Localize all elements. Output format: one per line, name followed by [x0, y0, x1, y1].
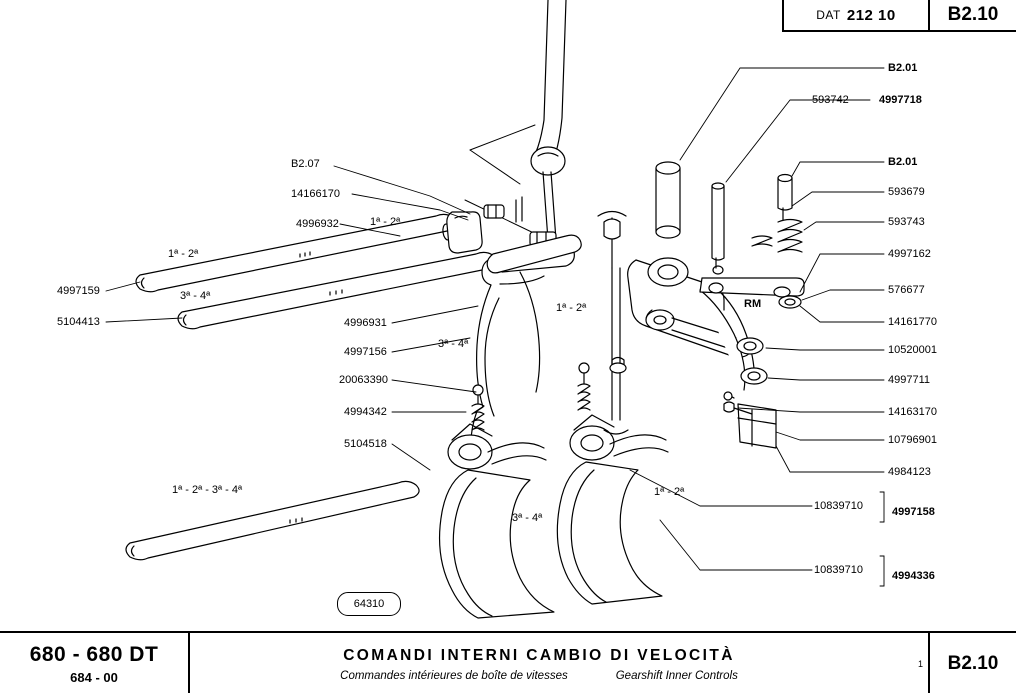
spring-593743: [778, 220, 802, 253]
spring-20063390: [578, 363, 590, 410]
gear-mark-5: 3ª - 4ª: [438, 338, 469, 350]
label-14163170: 14163170: [888, 406, 937, 418]
leader-lines-left: [106, 166, 478, 470]
footer: [0, 631, 1016, 693]
label-4996931: 4996931: [344, 317, 387, 329]
label-4997711: 4997711: [888, 374, 931, 386]
label-593742: 593742: [812, 94, 849, 106]
dat-key-label: DAT: [816, 8, 841, 22]
gear-mark-8: 1ª - 2ª: [654, 486, 685, 498]
header-box: [782, 0, 1016, 32]
gear-mark-3: 3ª - 4ª: [180, 290, 211, 302]
fork-hub-right: [570, 415, 614, 460]
label-b2-01-mid: B2.01: [888, 156, 918, 168]
gear-mark-1: 1ª - 2ª: [370, 216, 401, 228]
label-4996932: 4996932: [296, 218, 339, 230]
label-14166170: 14166170: [291, 188, 340, 200]
dat-number: 212 10: [846, 6, 896, 24]
footer-title-it: COMANDI INTERNI CAMBIO DI VELOCITÀ: [343, 646, 735, 664]
selector-housing: [628, 258, 804, 448]
label-593679: 593679: [888, 186, 925, 198]
header-section-code: B2.10: [947, 4, 999, 25]
footer-section-code: B2.10: [947, 653, 999, 674]
label-4997156: 4997156: [344, 346, 387, 358]
rm-marking: RM: [744, 298, 762, 310]
label-20063390: 20063390: [339, 374, 388, 386]
gear-lever: [531, 0, 566, 240]
footer-model-line2: 684 - 00: [70, 670, 118, 685]
selector-shaft: [598, 212, 628, 435]
gear-mark-4: 1ª - 2ª: [556, 302, 587, 314]
label-4997159: 4997159: [57, 285, 100, 297]
label-4997718: 4997718: [879, 94, 922, 106]
label-4994336: 4994336: [892, 570, 935, 582]
label-10839710-b: 10839710: [814, 564, 863, 576]
fork-assembly-left: [471, 235, 581, 465]
shift-rod-lower: [126, 481, 419, 559]
label-b2-01-top: B2.01: [888, 62, 918, 74]
label-10839710-a: 10839710: [814, 500, 863, 512]
label-b2-07: B2.07: [291, 158, 320, 170]
label-5104413: 5104413: [57, 316, 100, 328]
spring-small-left: [752, 236, 772, 246]
gear-mark-2: 1ª - 2ª: [168, 248, 199, 260]
label-4997158: 4997158: [892, 506, 935, 518]
footer-model-block: [0, 633, 190, 693]
gear-mark-6: 1ª - 2ª - 3ª - 4ª: [172, 484, 243, 496]
figure-number-bubble: 64310: [337, 592, 401, 616]
label-10520001: 10520001: [888, 344, 937, 356]
plunger-4997718: [656, 162, 680, 238]
rod-593742: [712, 183, 724, 274]
label-576677: 576677: [888, 284, 925, 296]
header-dat: [784, 0, 930, 30]
label-4997162: 4997162: [888, 248, 931, 260]
shift-fork-right: [557, 462, 662, 604]
shift-fork-left: [440, 470, 554, 618]
footer-title-block: [190, 633, 888, 693]
footer-title-en: Gearshift Inner Controls: [615, 669, 738, 682]
label-5104518: 5104518: [344, 438, 387, 450]
fork-hub-left: [448, 424, 492, 469]
label-593743: 593743: [888, 216, 925, 228]
footer-title-fr: Commandes intérieures de boîte de vitesses: [340, 669, 568, 682]
label-4994342: 4994342: [344, 406, 387, 418]
footer-page-number: 1: [888, 633, 930, 693]
label-14161770: 14161770: [888, 316, 937, 328]
gear-mark-7: 3ª - 4ª: [512, 512, 543, 524]
footer-model-line1: 680 - 680 DT: [29, 643, 159, 666]
label-10796901: 10796901: [888, 434, 937, 446]
plunger-593679: [778, 175, 792, 221]
label-4984123: 4984123: [888, 466, 931, 478]
